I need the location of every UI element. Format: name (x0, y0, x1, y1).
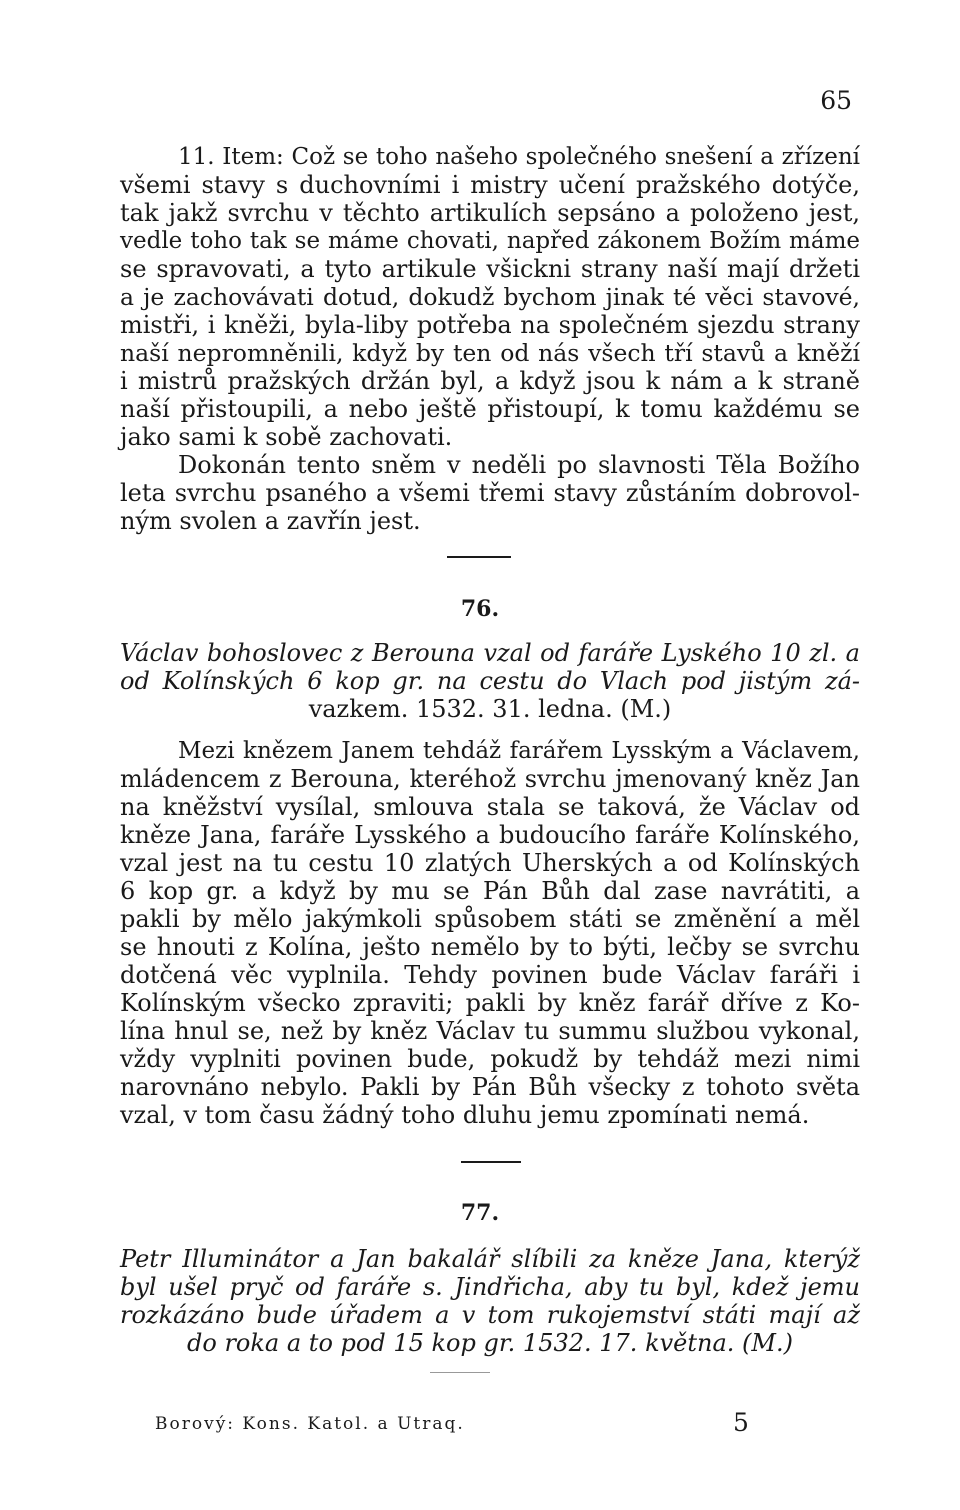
text-line: vzal jest na tu cestu 10 zlatých Uherských a od Kolínských (120, 849, 860, 877)
text-line: ným svolen a zavřín jest. (120, 507, 421, 535)
text-line: Dokonán tento sněm v neděli po slavnosti Těla Božího (178, 451, 860, 479)
document-number: 76. (460, 596, 500, 622)
summary-line: vazkem. 1532. 31. ledna. (M.) (308, 695, 672, 723)
text-line: vedle toho tak se máme chovati, napřed zákonem Božím máme (120, 228, 860, 254)
summary-line: Petr Illuminátor a Jan bakalář slíbili za kněze Jana, kterýž (120, 1245, 860, 1273)
footer-divider (430, 1372, 490, 1373)
text-line: pakli by mělo jakýmkoli spůsobem státi se změnění a měl (120, 905, 860, 933)
text-line: kněze Jana, faráře Lysského a budoucího faráře Kolínského, (120, 821, 860, 849)
footer-signature: Borový: Kons. Katol. a Utraq. (155, 1414, 465, 1434)
text-line: Kolínským všecko zpraviti; pakli by kněz farář dříve z Ko- (120, 989, 860, 1017)
section-divider (461, 1161, 521, 1163)
summary-line: do roka a to pod 15 kop gr. 1532. 17. května. (M.) (187, 1329, 793, 1357)
text-line: na kněžství vysílal, smlouva stala se taková, že Václav od (120, 793, 860, 821)
summary-line: Václav bohoslovec z Berouna vzal od faráře Lyského 10 zl. a (120, 639, 860, 667)
text-line: vždy vyplniti povinen bude, pokudž by tehdáž mezi nimi (120, 1045, 860, 1073)
text-line: jako sami k sobě zachovati. (120, 423, 453, 451)
text-line: všemi stavy s duchovními i mistry učení pražského dotýče, (120, 171, 860, 199)
text-line: Mezi knězem Janem tehdáž farářem Lysským a Václavem, (178, 738, 860, 764)
text-line: lína hnul se, než by kněz Václav tu summu službou vykonal, (120, 1017, 860, 1045)
text-line: naší nepromněnili, když by ten od nás všech tří stavů a kněží (120, 339, 860, 367)
section-divider (447, 556, 511, 558)
text-line: mistři, i kněži, byla-liby potřeba na společném sjezdu strany (120, 311, 860, 339)
sheet-number: 5 (733, 1408, 749, 1437)
text-line: dotčená věc vyplnila. Tehdy povinen bude Václav faráři i (120, 961, 860, 989)
page-number: 65 (820, 86, 852, 115)
text-line: se spravovati, a tyto artikule všickni strany naší mají držeti (120, 255, 860, 283)
text-line: i mistrů pražských držán byl, a když jsou k nám a k straně (120, 367, 860, 395)
text-line: leta svrchu psaného a všemi třemi stavy zůstáním dobrovol- (120, 479, 860, 507)
text-line: narovnáno nebylo. Pakli by Pán Bůh všecky z tohoto světa (120, 1073, 860, 1101)
text-line: a je zachovávati dotud, dokudž bychom jinak té věci stavové, (120, 283, 860, 311)
text-line: vzal, v tom času žádný toho dluhu jemu zpomínati nemá. (120, 1101, 810, 1129)
text-line: mládencem z Berouna, kteréhož svrchu jmenovaný kněz Jan (120, 765, 860, 793)
document-number: 77. (460, 1200, 500, 1226)
text-line: naší přistoupili, a nebo ještě přistoupí, k tomu každému se (120, 395, 860, 423)
summary-line: byl ušel pryč od faráře s. Jindřicha, aby tu byl, kdež jemu (120, 1273, 860, 1301)
summary-line: rozkázáno bude úřadem a v tom rukojemství státi mají až (120, 1301, 860, 1329)
summary-line: od Kolínských 6 kop gr. na cestu do Vlach pod jistým zá- (120, 667, 860, 695)
text-line: tak jakž svrchu v těchto artikulích sepsáno a položeno jest, (120, 199, 860, 227)
text-line: 11. Item: Což se toho našeho společného snešení a zřízení (178, 144, 860, 170)
text-line: se hnouti z Kolína, ješto nemělo by to býti, lečby se svrchu (120, 933, 860, 961)
text-line: 6 kop gr. a když by mu se Pán Bůh dal zase navrátiti, a (120, 877, 860, 905)
